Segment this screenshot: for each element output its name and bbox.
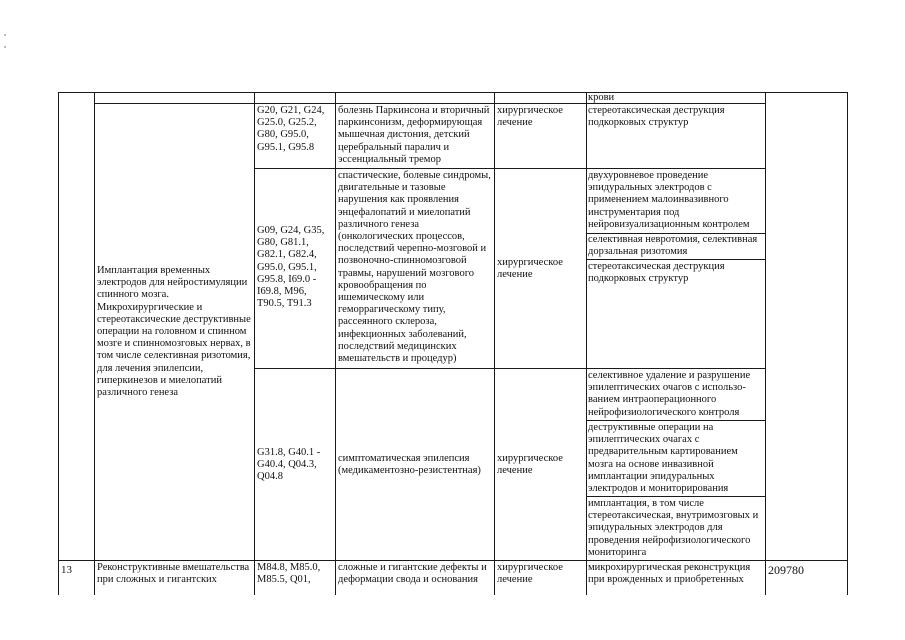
- method-cell: стереотаксическая деструкция подкорковых структур: [588, 261, 725, 285]
- treatment-type-cell: хирургическое лечение: [497, 562, 563, 586]
- method-cell: стереотаксическая деструкция подкорковых структур: [588, 105, 725, 129]
- treatment-type-cell: хирургическое лечение: [497, 105, 563, 129]
- scan-dot: [4, 46, 6, 48]
- method-cell: микрохирургическая реконструкция при врожденных и приобретенных: [588, 562, 751, 586]
- method-cell: селективное удаление и разрушение эпилептических очагов с использо- ванием интраоперационного нейрофизиологического контроля: [588, 370, 751, 418]
- icd-codes-cell: G09, G24, G35, G80, G81.1, G82.1, G82.4, G95.0, G95.1, G95.8, I69.0 - I69.8, M96, T90.5, T91.3: [257, 225, 325, 310]
- icd-codes-cell: G20, G21, G24, G25.0, G25.2, G80, G95.0, G95.1, G95.8: [257, 105, 325, 153]
- diagnosis-cell: сложные и гигантские дефекты и деформации свода и основания: [338, 562, 487, 586]
- treatment-type-cell: хирургическое лечение: [497, 257, 563, 281]
- diagnosis-cell: болезнь Паркинсона и вторичный паркинсонизм, деформирующая мышечная дистония, детский церебральный паралич и эссенциальный тремор: [338, 105, 490, 165]
- intervention-name-cell: Реконструктивные вмешательства при сложных и гигантских: [97, 562, 250, 586]
- top-row-method-cell: крови: [588, 92, 615, 103]
- method-cell: двухуровневое проведение эпидуральных электродов с применением малоинвазивного инструментария под нейровизуализационным контролем: [588, 170, 750, 230]
- method-cell: селективная невротомия, селективная дорзальная ризотомия: [588, 234, 758, 258]
- diagnosis-cell: спастические, болевые синдромы, двигательные и тазовые нарушения как проявления энцефалопатий и миелопатий различного генеза (онкологических процессов, последствий черепно-мозговой и позвоночно-спинномозговой травмы, нарушений мозгового кровообращения по ишемическому или геморрагическому типу, рассеянного склероза, инфекционных заболеваний, последствий медицинских вмешательств и процедур): [338, 170, 491, 365]
- intervention-name-cell: Имплантация временных электродов для нейростимуляции спинного мозга. Микрохирургические и стереотаксические деструктивные операции на головном и спинном мозге и спинномозговых нервах, в том числе селективная ризотомия, для лечения эпилепсии, гиперкинезов и миелопатий различного генеза: [97, 265, 251, 399]
- treatment-type-cell: хирургическое лечение: [497, 453, 563, 477]
- cost-cell: 209780: [768, 564, 804, 577]
- row-number-cell: 13: [61, 564, 72, 576]
- icd-codes-cell: G31.8, G40.1 - G40.4, Q04.3, Q04.8: [257, 447, 321, 483]
- scan-dot: [4, 34, 6, 36]
- method-cell: имплантация, в том числе стереотаксическая, внутримозговых и эпидуральных электродов для проведения нейрофизиологического мониторинга: [588, 498, 759, 558]
- method-cell: деструктивные операции на эпилептических очагах с предварительным картированием мозга на основе инвазивной имплантации эпидуральных электродов и мониторирования: [588, 422, 738, 495]
- diagnosis-cell: симптоматическая эпилепсия (медикаментозно-резистентная): [338, 453, 481, 477]
- icd-codes-cell: M84.8, M85.0, M85.5, Q01,: [257, 562, 321, 586]
